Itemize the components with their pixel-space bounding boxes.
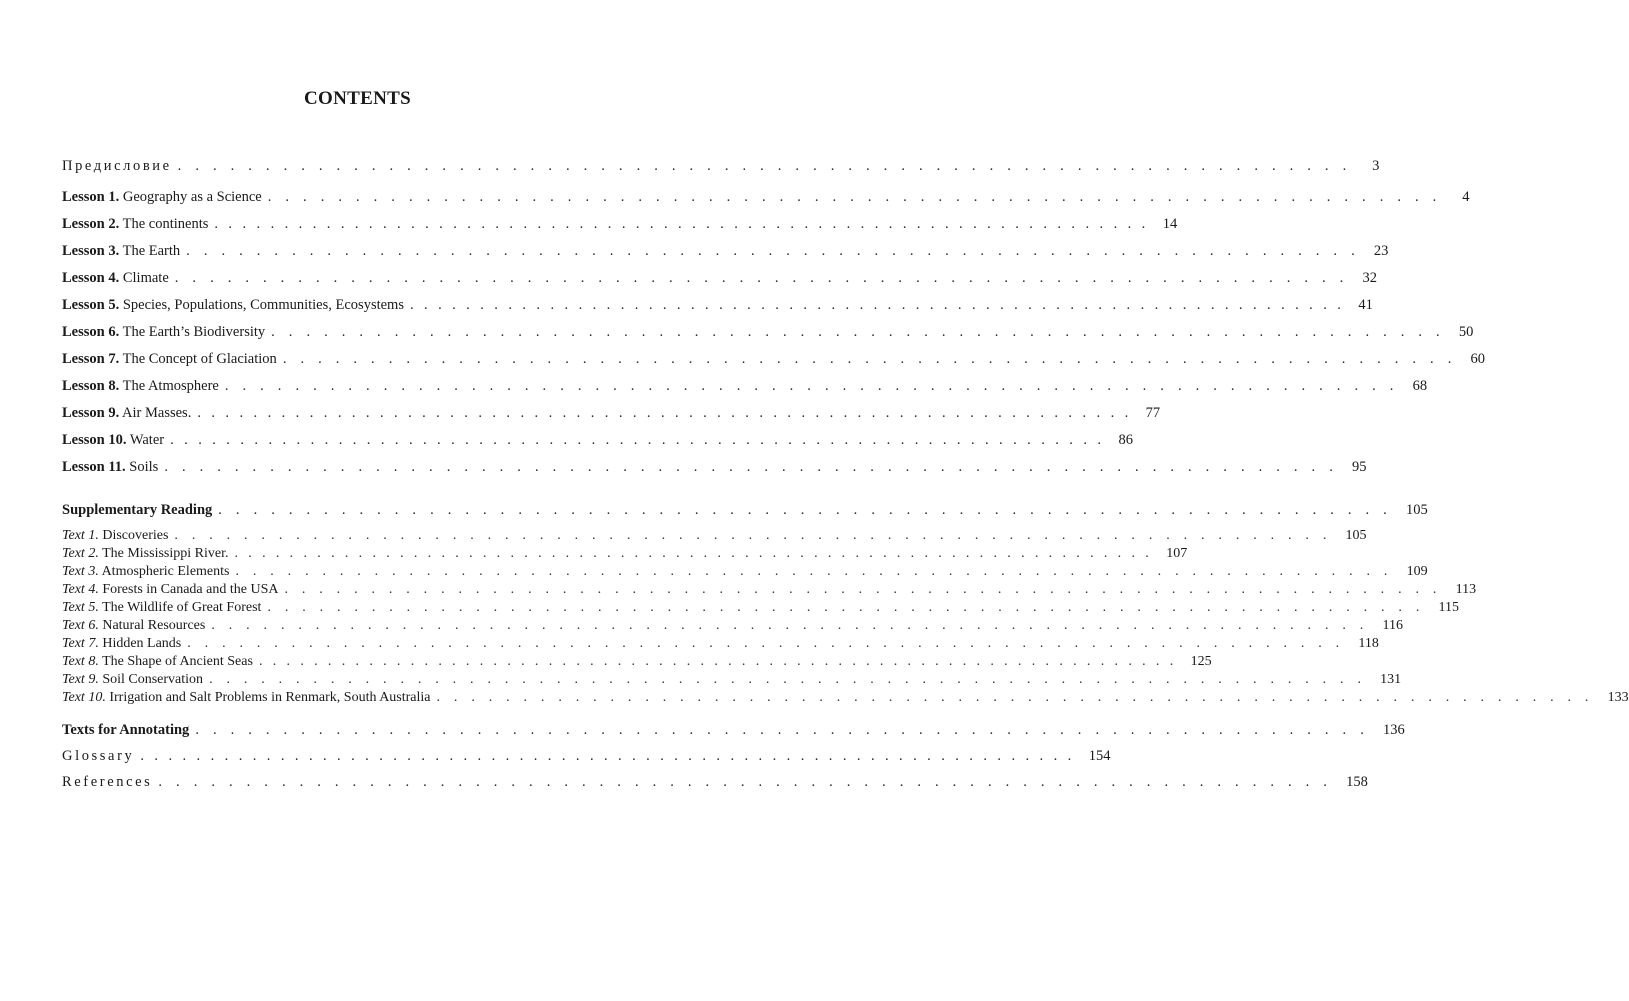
page-number: 158: [1346, 774, 1368, 790]
dot-leader: . . . . . . . . . . . . . . . . . . . . . . . . . . . . . . . . . . . . . . . . . . . . . . . . . . . . . . . . . . . . . . . . . . .: [211, 618, 1369, 633]
lesson-label: Lesson 2.: [62, 216, 120, 232]
toc-entry-lesson[interactable]: [62, 458, 1367, 476]
dot-leader: . . . . . . . . . . . . . . . . . . . . . . . . . . . . . . . . . . . . . . . . . . . . . . . . . . . . . . . . . . . . . . . . . . .: [218, 502, 1392, 518]
toc-entry-lesson[interactable]: [62, 215, 1178, 233]
entry-title: Предисловие: [62, 158, 172, 174]
lesson-label: Lesson 9.: [62, 405, 120, 421]
dot-leader: . . . . . . . . . . . . . . . . . . . . . . . . . . . . . . . . . . . . . . . . . . . . . . . . . . . . . . . . . . . . . . . . . . .: [164, 459, 1339, 475]
toc-entry-lesson[interactable]: [62, 296, 1373, 314]
dot-leader: . . . . . . . . . . . . . . . . . . . . . . . . . . . . . . . . . . . . . . . . . . . . . . . . . . . . . . . . . . . . . . . . . . .: [284, 582, 1442, 597]
page-number: 86: [1118, 432, 1133, 448]
entry-title: Geography as a Science: [122, 189, 262, 205]
lesson-label: Lesson 3.: [62, 243, 120, 259]
toc-entry-lesson[interactable]: [62, 350, 1486, 368]
page-number: 4: [1462, 189, 1470, 205]
toc-entry-lesson[interactable]: [62, 188, 1470, 206]
toc-entry-lesson[interactable]: [62, 404, 1161, 422]
entry-title: The Concept of Glaciation: [122, 351, 277, 367]
text-label: Text 6.: [62, 618, 99, 633]
page-number: 125: [1190, 654, 1212, 669]
entry-title: Hidden Lands: [102, 636, 182, 651]
toc-entry-references[interactable]: [62, 773, 1368, 791]
lesson-label: Lesson 5.: [62, 297, 120, 313]
toc-entry-text[interactable]: [62, 545, 1188, 563]
dot-leader: . . . . . . . . . . . . . . . . . . . . . . . . . . . . . . . . . . . . . . . . . . . . . . . . . . . . . . . . . . . . . . . . . . .: [140, 748, 1075, 764]
toc-entry-lesson[interactable]: [62, 242, 1389, 260]
entry-title: Soil Conservation: [102, 672, 204, 687]
toc-entry-text[interactable]: [62, 599, 1460, 617]
toc-entry-lesson[interactable]: [62, 323, 1474, 341]
entry-title: Supplementary Reading: [62, 502, 213, 518]
text-label: Text 9.: [62, 672, 99, 687]
page-number: 95: [1352, 459, 1367, 475]
entry-title: The Shape of Ancient Seas: [102, 654, 253, 669]
page-number: 107: [1166, 546, 1188, 561]
dot-leader: . . . . . . . . . . . . . . . . . . . . . . . . . . . . . . . . . . . . . . . . . . . . . . . . . . . . . . . . . . . . . . . . . . .: [214, 216, 1149, 232]
toc-entry-foreword[interactable]: [62, 157, 1380, 175]
dot-leader: . . . . . . . . . . . . . . . . . . . . . . . . . . . . . . . . . . . . . . . . . . . . . . . . . . . . . . . . . . . . . . . . . . .: [282, 351, 1457, 367]
page-number: 77: [1145, 405, 1161, 421]
lesson-label: Lesson 4.: [62, 270, 120, 286]
lesson-label: Lesson 10.: [62, 432, 127, 448]
page-number: 23: [1373, 243, 1389, 259]
entry-title: The Earth’s Biodiversity: [122, 324, 266, 340]
dot-leader: . . . . . . . . . . . . . . . . . . . . . . . . . . . . . . . . . . . . . . . . . . . . . . . . . . . . . . . . . . . . . . . . . . .: [436, 690, 1594, 705]
dot-leader: . . . . . . . . . . . . . . . . . . . . . . . . . . . . . . . . . . . . . . . . . . . . . . . . . . . . . . . . . . . . . . . . . . .: [409, 297, 1345, 313]
page-number: 118: [1358, 636, 1379, 651]
toc-entry-lesson[interactable]: [62, 269, 1377, 287]
dot-leader: . . . . . . . . . . . . . . . . . . . . . . . . . . . . . . . . . . . . . . . . . . . . . . . . . . . . . . . . . . . . . . . . . . .: [197, 405, 1132, 421]
toc-entry-texts-for-annotating[interactable]: [62, 721, 1405, 739]
entry-title: Atmospheric Elements: [101, 564, 230, 579]
entry-title: Glossary: [62, 748, 135, 764]
page-number: 113: [1455, 582, 1477, 597]
entry-title: The continents: [122, 216, 209, 232]
text-label: Text 8.: [62, 654, 99, 669]
toc-entry-supplementary-reading[interactable]: [62, 501, 1428, 519]
entry-title: Climate: [122, 270, 169, 286]
toc-entry-text[interactable]: [62, 635, 1379, 653]
entry-title: References: [62, 774, 153, 790]
dot-leader: . . . . . . . . . . . . . . . . . . . . . . . . . . . . . . . . . . . . . . . . . . . . . . . . . . . . . . . . . . . . . . . . . . .: [187, 636, 1345, 651]
dot-leader: . . . . . . . . . . . . . . . . . . . . . . . . . . . . . . . . . . . . . . . . . . . . . . . . . . . . . . . . . . . . . . . . . . .: [195, 722, 1370, 738]
toc-entry-text[interactable]: [62, 653, 1212, 671]
dot-leader: . . . . . . . . . . . . . . . . . . . . . . . . . . . . . . . . . . . . . . . . . . . . . . . . . . . . . . . . . . . . . . . . . . .: [170, 432, 1105, 448]
entry-title: Air Masses.: [122, 405, 192, 421]
dot-leader: . . . . . . . . . . . . . . . . . . . . . . . . . . . . . . . . . . . . . . . . . . . . . . . . . . . . . . . . . . . . . . . . . . .: [177, 158, 1352, 174]
dot-leader: . . . . . . . . . . . . . . . . . . . . . . . . . . . . . . . . . . . . . . . . . . . . . . . . . . . . . . . . . . . . . . . . . . .: [174, 270, 1349, 286]
page-number: 133: [1607, 690, 1629, 705]
text-label: Text 1.: [62, 528, 99, 543]
page-number: 109: [1406, 564, 1428, 579]
page-number: 116: [1382, 618, 1403, 633]
page-number: 3: [1372, 158, 1380, 174]
page-number: 115: [1438, 600, 1460, 615]
toc-entry-lesson[interactable]: [62, 431, 1133, 449]
entry-title: Discoveries: [102, 528, 169, 543]
entry-title: Natural Resources: [102, 618, 206, 633]
entry-title: The Mississippi River.: [102, 546, 229, 561]
text-label: Text 2.: [62, 546, 99, 561]
page-number: 41: [1358, 297, 1373, 313]
page-number: 68: [1412, 378, 1428, 394]
toc-entry-text[interactable]: [62, 689, 1629, 707]
page-number: 154: [1088, 748, 1111, 764]
entry-title: The Earth: [122, 243, 181, 259]
lesson-label: Lesson 1.: [62, 189, 120, 205]
entry-title: Texts for Annotating: [62, 722, 190, 738]
page-number: 60: [1470, 351, 1486, 367]
entry-title: Species, Populations, Communities, Ecosystems: [122, 297, 404, 313]
toc-entry-text[interactable]: [62, 671, 1402, 689]
toc-entry-text[interactable]: [62, 581, 1477, 599]
entry-title: Water: [129, 432, 165, 448]
toc-entry-lesson[interactable]: [62, 377, 1428, 395]
page-title: CONTENTS: [304, 88, 411, 109]
dot-leader: . . . . . . . . . . . . . . . . . . . . . . . . . . . . . . . . . . . . . . . . . . . . . . . . . . . . . . . . . . . . . . . . . . .: [158, 774, 1333, 790]
entry-title: The Wildlife of Great Forest: [102, 600, 262, 615]
dot-leader: . . . . . . . . . . . . . . . . . . . . . . . . . . . . . . . . . . . . . . . . . . . . . . . . . . . . . . . . . . . . . . . . . . .: [267, 189, 1442, 205]
text-label: Text 3.: [62, 564, 99, 579]
dot-leader: . . . . . . . . . . . . . . . . . . . . . . . . . . . . . . . . . . . . . . . . . . . . . . . . . . . . . . . . . . . . . . . . . . .: [234, 546, 1153, 561]
lesson-label: Lesson 8.: [62, 378, 120, 394]
dot-leader: . . . . . . . . . . . . . . . . . . . . . . . . . . . . . . . . . . . . . . . . . . . . . . . . . . . . . . . . . . . . . . . . . . .: [258, 654, 1177, 669]
lesson-label: Lesson 11.: [62, 459, 126, 475]
page-number: 50: [1458, 324, 1474, 340]
dot-leader: . . . . . . . . . . . . . . . . . . . . . . . . . . . . . . . . . . . . . . . . . . . . . . . . . . . . . . . . . . . . . . . . . . .: [224, 378, 1399, 394]
dot-leader: . . . . . . . . . . . . . . . . . . . . . . . . . . . . . . . . . . . . . . . . . . . . . . . . . . . . . . . . . . . . . . . . . . .: [209, 672, 1367, 687]
page-number: 32: [1362, 270, 1377, 286]
page-number: 105: [1345, 528, 1367, 543]
text-label: Text 5.: [62, 600, 99, 615]
dot-leader: . . . . . . . . . . . . . . . . . . . . . . . . . . . . . . . . . . . . . . . . . . . . . . . . . . . . . . . . . . . . . . . . . . .: [186, 243, 1360, 259]
entry-title: Soils: [129, 459, 159, 475]
lesson-label: Lesson 7.: [62, 351, 120, 367]
text-label: Text 4.: [62, 582, 99, 597]
page-number: 105: [1406, 502, 1428, 518]
toc-entry-text[interactable]: [62, 617, 1403, 635]
dot-leader: . . . . . . . . . . . . . . . . . . . . . . . . . . . . . . . . . . . . . . . . . . . . . . . . . . . . . . . . . . . . . . . . . . .: [267, 600, 1425, 615]
page-number: 136: [1383, 722, 1405, 738]
page-number: 14: [1162, 216, 1178, 232]
toc-entry-text[interactable]: [62, 527, 1367, 545]
page-number: 131: [1380, 672, 1402, 687]
toc-entry-text[interactable]: [62, 563, 1428, 581]
text-label: Text 7.: [62, 636, 99, 651]
toc-entry-glossary[interactable]: [62, 747, 1111, 765]
text-label: Text 10.: [62, 690, 106, 705]
entry-title: Irrigation and Salt Problems in Renmark, South Australia: [109, 690, 431, 705]
entry-title: The Atmosphere: [122, 378, 219, 394]
dot-leader: . . . . . . . . . . . . . . . . . . . . . . . . . . . . . . . . . . . . . . . . . . . . . . . . . . . . . . . . . . . . . . . . . . .: [235, 564, 1393, 579]
dot-leader: . . . . . . . . . . . . . . . . . . . . . . . . . . . . . . . . . . . . . . . . . . . . . . . . . . . . . . . . . . . . . . . . . . .: [271, 324, 1445, 340]
lesson-label: Lesson 6.: [62, 324, 120, 340]
dot-leader: . . . . . . . . . . . . . . . . . . . . . . . . . . . . . . . . . . . . . . . . . . . . . . . . . . . . . . . . . . . . . . . . . . .: [174, 528, 1332, 543]
entry-title: Forests in Canada and the USA: [102, 582, 279, 597]
